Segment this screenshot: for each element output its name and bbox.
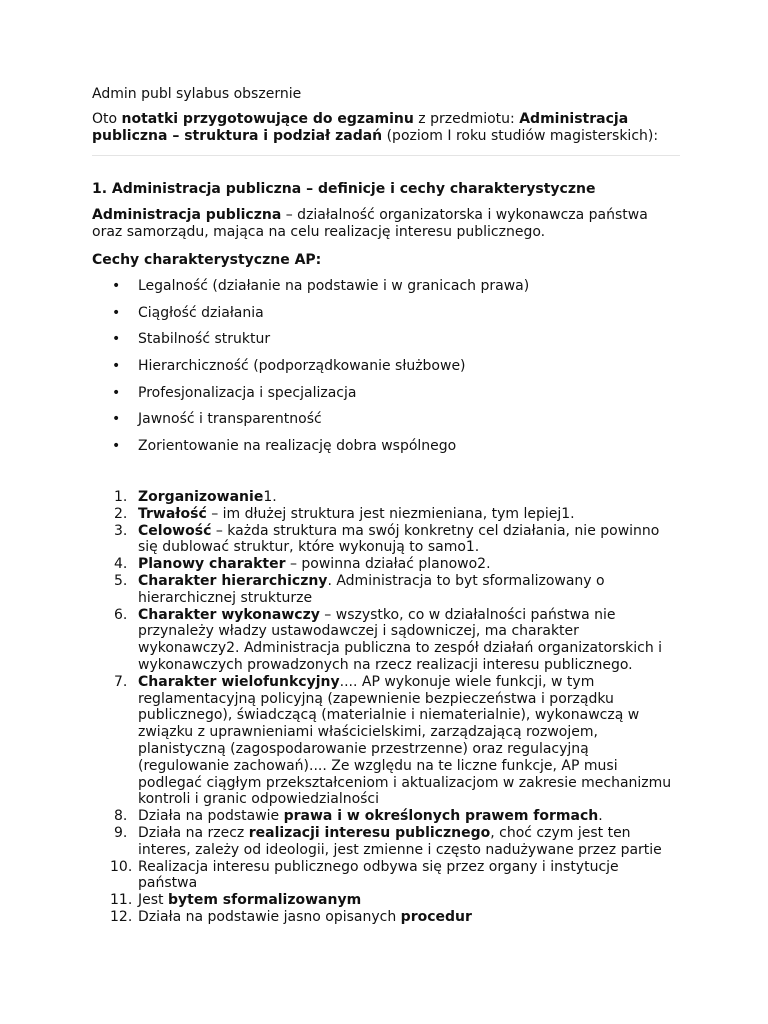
features-list-item: • Legalność (działanie na podstawie i w granicach prawa) bbox=[92, 277, 529, 295]
item-text-before: Jest bbox=[138, 892, 168, 909]
item-number: 6. bbox=[114, 606, 128, 623]
features-list-item: • Stabilność struktur bbox=[92, 330, 529, 348]
item-text-bold: prawa i w określonych prawem formach bbox=[283, 808, 599, 825]
item-text-after: – im dłużej struktura jest niezmieniana, tym lepiej1. bbox=[206, 505, 575, 522]
definition-text: – działalność organizatorska i wykonawcza państwa oraz samorządu, mająca na celu realizację interesu publicznego. bbox=[92, 207, 648, 240]
item-number: 2. bbox=[114, 505, 128, 522]
numbered-list-item bbox=[92, 506, 682, 523]
item-text-after: . bbox=[598, 808, 603, 825]
item-number: 10. bbox=[110, 858, 133, 875]
item-text-after: . Administracja to byt sformalizowany o hierarchicznej strukturze bbox=[138, 572, 605, 606]
definition-paragraph bbox=[92, 207, 682, 241]
intro-middle: z przedmiotu: bbox=[413, 111, 520, 127]
numbered-list-item bbox=[92, 892, 682, 909]
features-list-item: • Zorientowanie na realizację dobra wspólnego bbox=[92, 437, 529, 455]
item-number: 9. bbox=[114, 824, 128, 841]
item-number: 1. bbox=[114, 489, 128, 505]
item-text-bold: Charakter wielofunkcyjny bbox=[138, 673, 340, 690]
features-list-item: • Ciągłość działania bbox=[92, 304, 529, 322]
item-text-bold: Trwałość bbox=[138, 505, 207, 522]
features-list-item: • Profesjonalizacja i specjalizacja bbox=[92, 384, 529, 402]
item-text-after: , choć czym jest ten interes, zależy od ideologii, jest zmienne i często nadużywane przez partie bbox=[138, 824, 662, 858]
numbered-list-item bbox=[92, 607, 682, 674]
numbered-list-item bbox=[92, 489, 682, 506]
item-number: 8. bbox=[114, 808, 128, 825]
document-title: Admin publ sylabus obszernie bbox=[92, 86, 302, 102]
numbered-list-item bbox=[92, 573, 682, 607]
item-text-after: – każda struktura ma swój konkretny cel działania, nie powinno się dublować struktur, które wykonują to samo1. bbox=[138, 522, 660, 556]
item-text-after: .... AP wykonuje wiele funkcji, w tym reglamentacyjną policyjną (zapewnienie bezpieczeństwa i porządku publicznego), świadczącą (materialnie i niematerialnie), wykonawczą w związku z uprawnieniami właścicielskimi, zarządzającą rozwojem, planistyczną (zagospodarowanie przestrzenne) oraz regulacyjną (regulowanie zachowań).... Ze względu na te liczne funkcje, AP musi podlegać ciągłym przekształceniom i aktualizacjom w zakresie mechanizmu kontroli i granic odpowiedzialności bbox=[138, 673, 672, 808]
item-text-before: Realizacja interesu publicznego odbywa się przez organy i instytucje państwa bbox=[138, 858, 619, 892]
item-text-bold: bytem sformalizowanym bbox=[167, 892, 362, 909]
item-text-bold: Charakter wykonawczy bbox=[138, 606, 320, 623]
item-text-before: Działa na rzecz bbox=[138, 824, 249, 841]
horizontal-divider bbox=[92, 155, 680, 156]
numbered-list bbox=[92, 489, 682, 926]
item-text-after: 1. bbox=[263, 489, 277, 505]
numbered-list-item bbox=[92, 674, 682, 808]
definition-term: Administracja publiczna bbox=[92, 207, 282, 223]
item-text-bold: Planowy charakter bbox=[138, 556, 286, 573]
item-text-before: Działa na podstawie bbox=[138, 808, 284, 825]
features-list-item: • Jawność i transparentność bbox=[92, 410, 529, 428]
item-number: 4. bbox=[114, 556, 128, 573]
section-heading: 1. Administracja publiczna – definicje i cechy charakterystyczne bbox=[92, 181, 596, 197]
numbered-list-item bbox=[92, 523, 682, 557]
features-list bbox=[92, 277, 529, 464]
features-list-item: • Hierarchiczność (podporządkowanie służbowe) bbox=[92, 357, 529, 375]
intro-paragraph bbox=[92, 111, 682, 145]
item-text-after: – wszystko, co w działalności państwa nie przynależy władzy ustawodawczej i sądowniczej, ma charakter wykonawczy2. Administracja publiczna to zespół działań organizatorskich i wykonawczych prowadzonych na rzecz realizacji interesu publicznego. bbox=[138, 606, 663, 673]
item-text-bold: procedur bbox=[400, 908, 472, 925]
item-number: 5. bbox=[114, 572, 128, 589]
item-text-bold: Celowość bbox=[138, 522, 212, 539]
item-text-bold: realizacji interesu publicznego bbox=[248, 824, 491, 841]
item-text-before: Działa na podstawie jasno opisanych bbox=[138, 908, 401, 925]
numbered-list-item bbox=[92, 825, 682, 859]
numbered-list-item bbox=[92, 859, 682, 893]
item-number: 7. bbox=[114, 673, 128, 690]
intro-suffix: (poziom I roku studiów magisterskich): bbox=[382, 128, 659, 144]
numbered-list-item bbox=[92, 808, 682, 825]
item-text-bold: Charakter hierarchiczny bbox=[138, 572, 328, 589]
item-number: 12. bbox=[110, 908, 133, 925]
intro-subject-bold: Administracja publiczna – struktura i podział zadań bbox=[92, 111, 629, 144]
item-text-bold: Zorganizowanie bbox=[138, 489, 264, 505]
numbered-list-item bbox=[92, 556, 682, 573]
intro-prefix: Oto bbox=[92, 111, 122, 127]
intro-notes-bold: notatki przygotowujące do egzaminu bbox=[121, 111, 414, 127]
numbered-list-item bbox=[92, 909, 682, 926]
features-heading: Cechy charakterystyczne AP: bbox=[92, 252, 322, 268]
item-text-after: – powinna działać planowo2. bbox=[285, 556, 491, 573]
item-number: 11. bbox=[110, 892, 133, 909]
item-number: 3. bbox=[114, 522, 128, 539]
